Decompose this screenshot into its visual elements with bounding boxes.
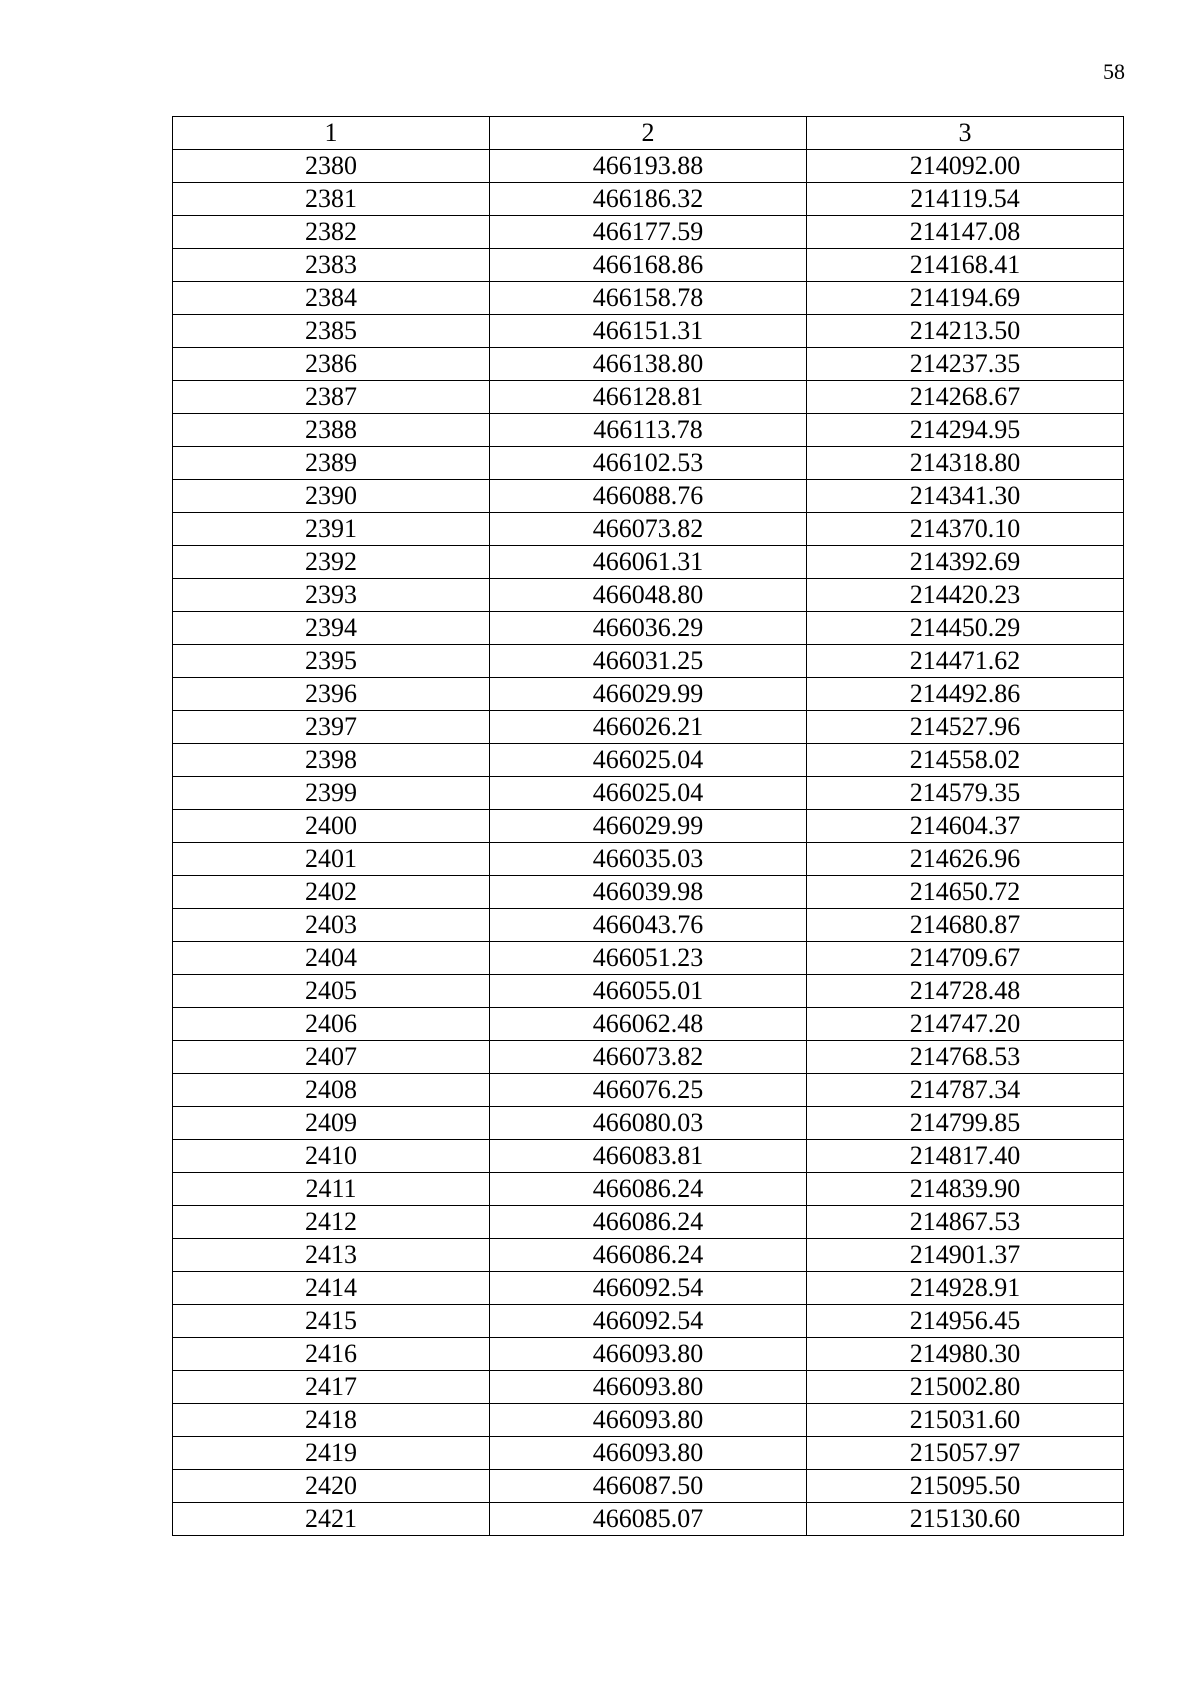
table-row <box>173 315 1124 348</box>
table-row <box>173 1338 1124 1371</box>
point-number-cell: 2392 <box>173 546 490 579</box>
coordinate-y-cell: 215031.60 <box>807 1404 1124 1437</box>
coordinate-y-cell: 214168.41 <box>807 249 1124 282</box>
table-row <box>173 1272 1124 1305</box>
point-number-cell: 2407 <box>173 1041 490 1074</box>
coordinate-y-cell: 214294.95 <box>807 414 1124 447</box>
coordinate-x-cell: 466055.01 <box>490 975 807 1008</box>
coordinate-x-cell: 466168.86 <box>490 249 807 282</box>
table-row <box>173 711 1124 744</box>
point-number-cell: 2381 <box>173 183 490 216</box>
column-header-1: 1 <box>173 117 490 150</box>
coordinate-x-cell: 466029.99 <box>490 810 807 843</box>
coordinate-x-cell: 466186.32 <box>490 183 807 216</box>
table-body <box>173 150 1124 1536</box>
coordinate-y-cell: 214147.08 <box>807 216 1124 249</box>
coordinate-x-cell: 466031.25 <box>490 645 807 678</box>
point-number-cell: 2385 <box>173 315 490 348</box>
coordinate-y-cell: 214817.40 <box>807 1140 1124 1173</box>
coordinate-y-cell: 214901.37 <box>807 1239 1124 1272</box>
coordinate-x-cell: 466080.03 <box>490 1107 807 1140</box>
table-row <box>173 678 1124 711</box>
coordinate-x-cell: 466036.29 <box>490 612 807 645</box>
coordinate-x-cell: 466085.07 <box>490 1503 807 1536</box>
table-row <box>173 975 1124 1008</box>
point-number-cell: 2412 <box>173 1206 490 1239</box>
coordinate-y-cell: 214928.91 <box>807 1272 1124 1305</box>
point-number-cell: 2404 <box>173 942 490 975</box>
coordinate-y-cell: 214268.67 <box>807 381 1124 414</box>
table-row <box>173 1470 1124 1503</box>
coordinate-y-cell: 215130.60 <box>807 1503 1124 1536</box>
coordinate-x-cell: 466086.24 <box>490 1173 807 1206</box>
point-number-cell: 2383 <box>173 249 490 282</box>
coordinate-x-cell: 466029.99 <box>490 678 807 711</box>
coordinate-y-cell: 214787.34 <box>807 1074 1124 1107</box>
coordinate-x-cell: 466093.80 <box>490 1371 807 1404</box>
coordinate-x-cell: 466035.03 <box>490 843 807 876</box>
coordinate-y-cell: 214579.35 <box>807 777 1124 810</box>
coordinate-x-cell: 466102.53 <box>490 447 807 480</box>
table-row <box>173 513 1124 546</box>
coordinate-y-cell: 214370.10 <box>807 513 1124 546</box>
table-row <box>173 1239 1124 1272</box>
point-number-cell: 2416 <box>173 1338 490 1371</box>
table-row <box>173 579 1124 612</box>
coordinate-y-cell: 214747.20 <box>807 1008 1124 1041</box>
coordinate-y-cell: 215095.50 <box>807 1470 1124 1503</box>
table-row <box>173 1140 1124 1173</box>
table-row <box>173 612 1124 645</box>
point-number-cell: 2417 <box>173 1371 490 1404</box>
table-row <box>173 480 1124 513</box>
point-number-cell: 2382 <box>173 216 490 249</box>
coordinate-y-cell: 214956.45 <box>807 1305 1124 1338</box>
table-row <box>173 909 1124 942</box>
point-number-cell: 2389 <box>173 447 490 480</box>
point-number-cell: 2420 <box>173 1470 490 1503</box>
table-row <box>173 1371 1124 1404</box>
coordinate-y-cell: 214650.72 <box>807 876 1124 909</box>
coordinate-y-cell: 214392.69 <box>807 546 1124 579</box>
coordinate-x-cell: 466062.48 <box>490 1008 807 1041</box>
coordinate-y-cell: 214492.86 <box>807 678 1124 711</box>
point-number-cell: 2419 <box>173 1437 490 1470</box>
table-row <box>173 249 1124 282</box>
coordinate-y-cell: 214450.29 <box>807 612 1124 645</box>
coordinate-y-cell: 214839.90 <box>807 1173 1124 1206</box>
table-row <box>173 1074 1124 1107</box>
header-row <box>173 117 1124 150</box>
table-row <box>173 1305 1124 1338</box>
coordinate-y-cell: 214799.85 <box>807 1107 1124 1140</box>
coordinate-x-cell: 466076.25 <box>490 1074 807 1107</box>
coordinate-y-cell: 214768.53 <box>807 1041 1124 1074</box>
point-number-cell: 2415 <box>173 1305 490 1338</box>
coordinate-x-cell: 466093.80 <box>490 1338 807 1371</box>
table-row <box>173 1404 1124 1437</box>
coordinate-y-cell: 214867.53 <box>807 1206 1124 1239</box>
point-number-cell: 2386 <box>173 348 490 381</box>
table-row <box>173 282 1124 315</box>
point-number-cell: 2410 <box>173 1140 490 1173</box>
coordinate-y-cell: 214471.62 <box>807 645 1124 678</box>
table-row <box>173 183 1124 216</box>
coordinate-x-cell: 466151.31 <box>490 315 807 348</box>
table-row <box>173 348 1124 381</box>
coordinate-y-cell: 214728.48 <box>807 975 1124 1008</box>
coordinate-x-cell: 466093.80 <box>490 1437 807 1470</box>
coordinate-x-cell: 466092.54 <box>490 1272 807 1305</box>
point-number-cell: 2405 <box>173 975 490 1008</box>
point-number-cell: 2397 <box>173 711 490 744</box>
point-number-cell: 2401 <box>173 843 490 876</box>
table-row <box>173 1503 1124 1536</box>
point-number-cell: 2414 <box>173 1272 490 1305</box>
point-number-cell: 2400 <box>173 810 490 843</box>
point-number-cell: 2399 <box>173 777 490 810</box>
coordinate-x-cell: 466083.81 <box>490 1140 807 1173</box>
column-header-2: 2 <box>490 117 807 150</box>
coordinate-x-cell: 466086.24 <box>490 1206 807 1239</box>
point-number-cell: 2413 <box>173 1239 490 1272</box>
point-number-cell: 2387 <box>173 381 490 414</box>
coordinate-y-cell: 214527.96 <box>807 711 1124 744</box>
table-row <box>173 1173 1124 1206</box>
coordinate-x-cell: 466043.76 <box>490 909 807 942</box>
coordinate-x-cell: 466158.78 <box>490 282 807 315</box>
coordinate-x-cell: 466087.50 <box>490 1470 807 1503</box>
coordinate-y-cell: 214119.54 <box>807 183 1124 216</box>
coordinate-x-cell: 466113.78 <box>490 414 807 447</box>
point-number-cell: 2396 <box>173 678 490 711</box>
point-number-cell: 2395 <box>173 645 490 678</box>
coordinate-x-cell: 466039.98 <box>490 876 807 909</box>
coordinate-y-cell: 215002.80 <box>807 1371 1124 1404</box>
coordinate-x-cell: 466177.59 <box>490 216 807 249</box>
table-row <box>173 216 1124 249</box>
coordinate-x-cell: 466073.82 <box>490 513 807 546</box>
point-number-cell: 2391 <box>173 513 490 546</box>
coordinate-y-cell: 214604.37 <box>807 810 1124 843</box>
coordinate-x-cell: 466193.88 <box>490 150 807 183</box>
table-row <box>173 150 1124 183</box>
coordinate-y-cell: 214420.23 <box>807 579 1124 612</box>
coordinate-x-cell: 466048.80 <box>490 579 807 612</box>
table-row <box>173 942 1124 975</box>
table-row <box>173 546 1124 579</box>
table-row <box>173 1041 1124 1074</box>
table-row <box>173 1008 1124 1041</box>
coordinate-y-cell: 214680.87 <box>807 909 1124 942</box>
table-row <box>173 810 1124 843</box>
page-number: 58 <box>1103 59 1125 84</box>
coordinate-y-cell: 215057.97 <box>807 1437 1124 1470</box>
table-row <box>173 1107 1124 1140</box>
coordinate-x-cell: 466026.21 <box>490 711 807 744</box>
coordinate-y-cell: 214092.00 <box>807 150 1124 183</box>
coordinate-x-cell: 466088.76 <box>490 480 807 513</box>
point-number-cell: 2406 <box>173 1008 490 1041</box>
table-row <box>173 1437 1124 1470</box>
point-number-cell: 2421 <box>173 1503 490 1536</box>
point-number-cell: 2380 <box>173 150 490 183</box>
table-row <box>173 414 1124 447</box>
point-number-cell: 2388 <box>173 414 490 447</box>
coordinate-x-cell: 466025.04 <box>490 777 807 810</box>
coordinate-x-cell: 466086.24 <box>490 1239 807 1272</box>
point-number-cell: 2418 <box>173 1404 490 1437</box>
coordinate-y-cell: 214213.50 <box>807 315 1124 348</box>
point-number-cell: 2403 <box>173 909 490 942</box>
coordinate-x-cell: 466061.31 <box>490 546 807 579</box>
coordinate-y-cell: 214341.30 <box>807 480 1124 513</box>
coordinate-y-cell: 214194.69 <box>807 282 1124 315</box>
table-row <box>173 744 1124 777</box>
coordinate-y-cell: 214318.80 <box>807 447 1124 480</box>
coordinate-x-cell: 466128.81 <box>490 381 807 414</box>
point-number-cell: 2390 <box>173 480 490 513</box>
column-header-3: 3 <box>807 117 1124 150</box>
coordinate-y-cell: 214558.02 <box>807 744 1124 777</box>
table-row <box>173 1206 1124 1239</box>
table-row <box>173 843 1124 876</box>
point-number-cell: 2393 <box>173 579 490 612</box>
coordinate-x-cell: 466025.04 <box>490 744 807 777</box>
table-row <box>173 447 1124 480</box>
coordinate-x-cell: 466092.54 <box>490 1305 807 1338</box>
coordinate-x-cell: 466093.80 <box>490 1404 807 1437</box>
coordinate-x-cell: 466051.23 <box>490 942 807 975</box>
point-number-cell: 2394 <box>173 612 490 645</box>
table-header <box>173 117 1124 150</box>
point-number-cell: 2384 <box>173 282 490 315</box>
table-row <box>173 381 1124 414</box>
coordinate-x-cell: 466138.80 <box>490 348 807 381</box>
coordinate-y-cell: 214237.35 <box>807 348 1124 381</box>
coordinate-y-cell: 214709.67 <box>807 942 1124 975</box>
coordinate-x-cell: 466073.82 <box>490 1041 807 1074</box>
point-number-cell: 2398 <box>173 744 490 777</box>
point-number-cell: 2408 <box>173 1074 490 1107</box>
coordinates-table <box>172 116 1124 1536</box>
point-number-cell: 2402 <box>173 876 490 909</box>
coordinate-y-cell: 214980.30 <box>807 1338 1124 1371</box>
table-row <box>173 777 1124 810</box>
point-number-cell: 2409 <box>173 1107 490 1140</box>
table-row <box>173 645 1124 678</box>
table-row <box>173 876 1124 909</box>
point-number-cell: 2411 <box>173 1173 490 1206</box>
coordinate-y-cell: 214626.96 <box>807 843 1124 876</box>
